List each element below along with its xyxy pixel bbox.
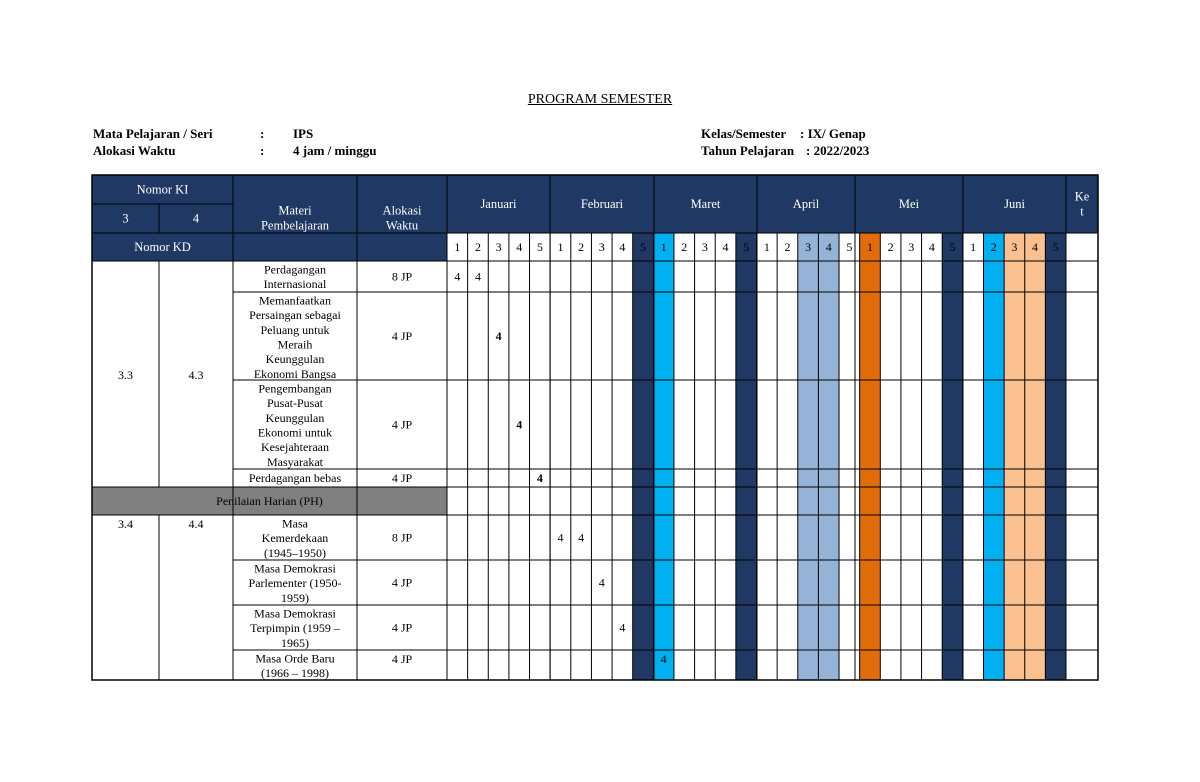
week-mark: 4 bbox=[454, 269, 461, 284]
week-column-fill bbox=[1045, 233, 1066, 680]
week-number: 2 bbox=[474, 240, 481, 254]
week-number: 2 bbox=[784, 240, 791, 254]
alokasi-cell: 8 JP bbox=[391, 530, 413, 545]
week-number: 4 bbox=[825, 240, 832, 254]
week-column-fill bbox=[653, 233, 674, 680]
week-number: 5 bbox=[846, 240, 853, 254]
header-nomor-kd: Nomor KD bbox=[134, 240, 191, 254]
week-number: 5 bbox=[536, 240, 543, 254]
header-materi: Materi Pembelajaran bbox=[260, 203, 330, 233]
group1-ki3: 3.3 bbox=[118, 368, 133, 382]
week-number: 1 bbox=[866, 240, 873, 254]
group1-ki4: 4.3 bbox=[188, 368, 204, 382]
header-month-3: Maret bbox=[690, 197, 721, 211]
materi-cell: Memanfaatkan Persaingan sebagai Peluang untuk Meraih Keunggulan Ekonomi Bangsa bbox=[249, 293, 341, 381]
mapel-label: Mata Pelajaran / Seri bbox=[93, 126, 213, 141]
group2-ki4: 4.4 bbox=[188, 517, 204, 531]
materi-cell: Masa Demokrasi Parlementer (1950-1959) bbox=[248, 561, 342, 605]
header-months-bg bbox=[447, 175, 1098, 233]
week-mark: 4 bbox=[536, 471, 543, 485]
header-month-5: Mei bbox=[898, 197, 920, 211]
alokasi-cell: 4 JP bbox=[391, 471, 413, 485]
week-mark: 4 bbox=[660, 652, 667, 666]
week-number: 4 bbox=[619, 240, 626, 254]
alokasi-cell: 4 JP bbox=[391, 575, 413, 590]
alokasi-cell: 4 JP bbox=[391, 652, 413, 666]
alokasi-value: 4 jam / minggu bbox=[293, 143, 377, 158]
week-number: 3 bbox=[701, 240, 708, 254]
week-number: 4 bbox=[1032, 240, 1039, 254]
alokasi-cell: 4 JP bbox=[391, 620, 413, 635]
alokasi-cell: 8 JP bbox=[391, 269, 413, 284]
week-mark: 4 bbox=[495, 329, 502, 343]
alokasi-cell: 4 JP bbox=[391, 329, 413, 343]
materi-cell: Masa Demokrasi Terpimpin (1959 – 1965) bbox=[250, 606, 340, 650]
mapel-value: IPS bbox=[293, 126, 314, 141]
week-column-fill bbox=[1004, 233, 1025, 680]
header-month-1: Januari bbox=[480, 197, 517, 211]
week-number: 3 bbox=[495, 240, 502, 254]
week-number: 1 bbox=[557, 240, 564, 254]
header-ki-4: 4 bbox=[192, 211, 200, 226]
week-column-fill bbox=[798, 233, 819, 680]
tahun-label: Tahun Pelajaran bbox=[701, 143, 795, 158]
materi-cell: Masa Orde Baru (1966 – 1998) bbox=[255, 651, 335, 681]
week-number: 5 bbox=[743, 240, 750, 254]
week-number: 4 bbox=[722, 240, 729, 254]
week-column-fill bbox=[1025, 233, 1046, 680]
week-mark: 4 bbox=[619, 620, 626, 635]
week-column-fill bbox=[983, 233, 1004, 680]
week-number: 1 bbox=[454, 240, 461, 254]
header-nomor-ki: Nomor KI bbox=[136, 182, 189, 197]
header-month-2: Februari bbox=[580, 197, 624, 211]
week-number: 5 bbox=[1052, 240, 1059, 254]
group2-ki3: 3.4 bbox=[118, 517, 133, 531]
week-number: 2 bbox=[990, 240, 997, 254]
alokasi-label: Alokasi Waktu bbox=[93, 143, 176, 158]
week-number: 3 bbox=[908, 240, 915, 254]
week-mark: 4 bbox=[474, 269, 481, 284]
header-month-4: April bbox=[792, 197, 820, 211]
kelas-label: Kelas/Semester bbox=[701, 126, 787, 141]
week-number: 1 bbox=[660, 240, 667, 254]
tahun-value: : 2022/2023 bbox=[806, 143, 870, 158]
materi-cell: Masa Kemerdekaan (1945–1950) bbox=[261, 516, 329, 560]
week-number: 4 bbox=[516, 240, 523, 254]
week-number: 1 bbox=[763, 240, 770, 254]
week-number: 3 bbox=[1011, 240, 1018, 254]
week-column-fill bbox=[736, 233, 757, 680]
alokasi-cell: 4 JP bbox=[391, 417, 413, 432]
header-ket: Ke t bbox=[1074, 189, 1090, 219]
week-number: 5 bbox=[949, 240, 956, 254]
week-mark: 4 bbox=[557, 530, 564, 545]
week-number: 5 bbox=[640, 240, 647, 254]
week-column-fill bbox=[942, 233, 963, 680]
week-mark: 4 bbox=[598, 575, 605, 590]
materi-cell: Pengembangan Pusat-Pusat Keunggulan Ekonomi untuk Kesejahteraan Masyarakat bbox=[257, 381, 333, 469]
week-column-fill bbox=[633, 233, 654, 680]
kelas-value: : IX/ Genap bbox=[800, 126, 866, 141]
week-number: 2 bbox=[887, 240, 894, 254]
materi-cell: Perdagangan bebas bbox=[248, 471, 342, 485]
header-month-6: Juni bbox=[1004, 197, 1025, 211]
week-column-fill bbox=[818, 233, 839, 680]
week-mark: 4 bbox=[516, 417, 523, 432]
week-number: 4 bbox=[928, 240, 935, 254]
week-column-fill bbox=[860, 233, 881, 680]
page-title: PROGRAM SEMESTER bbox=[527, 92, 673, 107]
alokasi-separator: : bbox=[260, 143, 265, 158]
week-number: 3 bbox=[805, 240, 812, 254]
header-alokasi: Alokasi Waktu bbox=[382, 203, 422, 233]
materi-cell: Perdagangan Internasional bbox=[263, 262, 327, 292]
week-number: 2 bbox=[578, 240, 585, 254]
header-ki-3: 3 bbox=[122, 211, 129, 226]
week-number: 3 bbox=[598, 240, 605, 254]
week-mark: 4 bbox=[578, 530, 585, 545]
ph-label: Penilaian Harian (PH) bbox=[216, 494, 323, 508]
mapel-separator: : bbox=[260, 126, 265, 141]
week-number: 2 bbox=[681, 240, 688, 254]
week-number: 1 bbox=[970, 240, 977, 254]
